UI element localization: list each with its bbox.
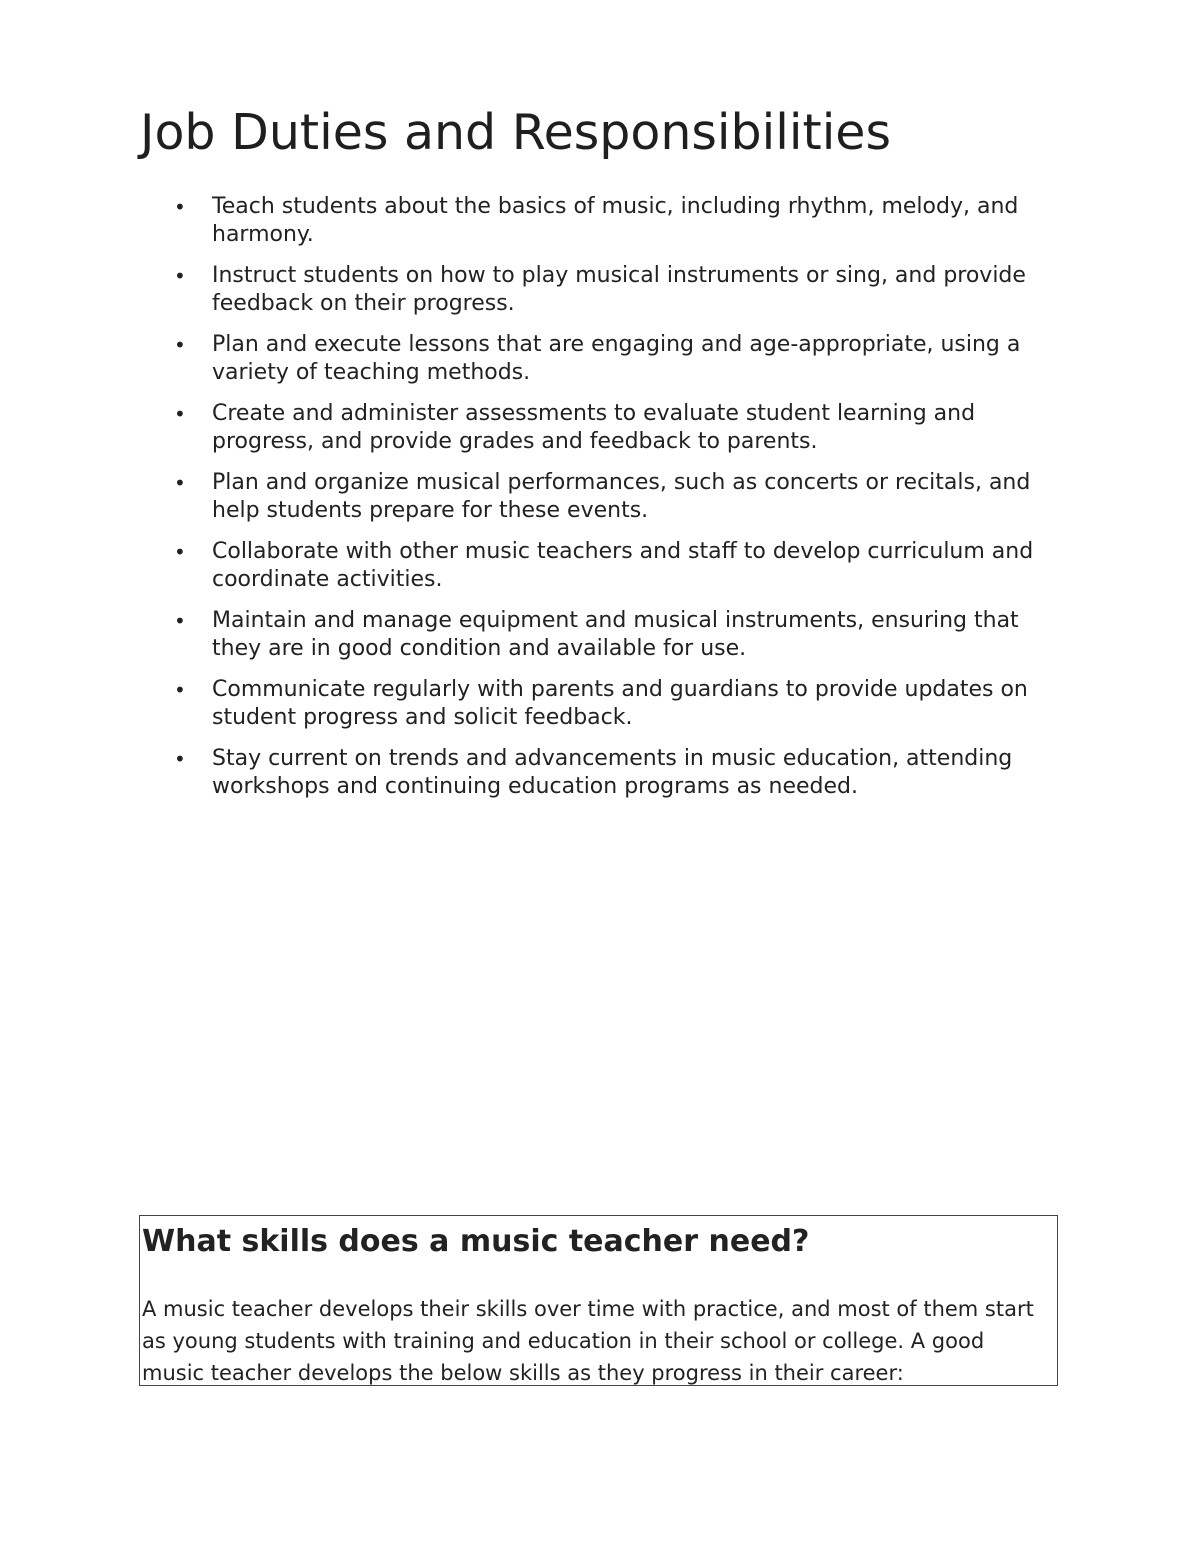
list-item bbox=[170, 400, 1070, 456]
list-item-text: Stay current on trends and advancements in music education, attending workshops and continuing education programs as needed. bbox=[212, 746, 1013, 799]
list-item-text: Teach students about the basics of music, including rhythm, melody, and harmony. bbox=[212, 194, 1019, 247]
list-item-text: Plan and execute lessons that are engaging and age-appropriate, using a variety of teaching methods. bbox=[212, 332, 1021, 385]
list-item bbox=[170, 331, 1070, 387]
bullet-icon: • bbox=[174, 195, 186, 219]
list-item-text: Maintain and manage equipment and musical instruments, ensuring that they are in good condition and available for use. bbox=[212, 608, 1019, 661]
list-item-text: Collaborate with other music teachers and staff to develop curriculum and coordinate activities. bbox=[212, 539, 1034, 592]
list-item-text: Instruct students on how to play musical instruments or sing, and provide feedback on their progress. bbox=[212, 263, 1026, 316]
list-item-text: Communicate regularly with parents and guardians to provide updates on student progress and solicit feedback. bbox=[212, 677, 1028, 730]
bullet-icon: • bbox=[174, 402, 186, 426]
duties-list bbox=[170, 193, 1070, 814]
bullet-icon: • bbox=[174, 471, 186, 495]
bullet-icon: • bbox=[174, 264, 186, 288]
bullet-icon: • bbox=[174, 678, 186, 702]
list-item-text: Create and administer assessments to evaluate student learning and progress, and provide grades and feedback to parents. bbox=[212, 401, 976, 454]
list-item bbox=[170, 262, 1070, 318]
list-item bbox=[170, 193, 1070, 249]
skills-heading: What skills does a music teacher need? bbox=[142, 1224, 810, 1259]
skills-text-box bbox=[139, 1215, 1058, 1386]
skills-paragraph: A music teacher develops their skills over time with practice, and most of them start as young students with training and education in their school or college. A good music teacher develops the below skills as they progress in their career: bbox=[142, 1297, 1034, 1385]
page-title: Job Duties and Responsibilities bbox=[140, 104, 891, 161]
bullet-icon: • bbox=[174, 609, 186, 633]
list-item-text: Plan and organize musical performances, such as concerts or recitals, and help students prepare for these events. bbox=[212, 470, 1031, 523]
bullet-icon: • bbox=[174, 747, 186, 771]
bullet-icon: • bbox=[174, 540, 186, 564]
list-item bbox=[170, 538, 1070, 594]
list-item bbox=[170, 607, 1070, 663]
list-item bbox=[170, 676, 1070, 732]
bullet-icon: • bbox=[174, 333, 186, 357]
list-item bbox=[170, 745, 1070, 801]
list-item bbox=[170, 469, 1070, 525]
